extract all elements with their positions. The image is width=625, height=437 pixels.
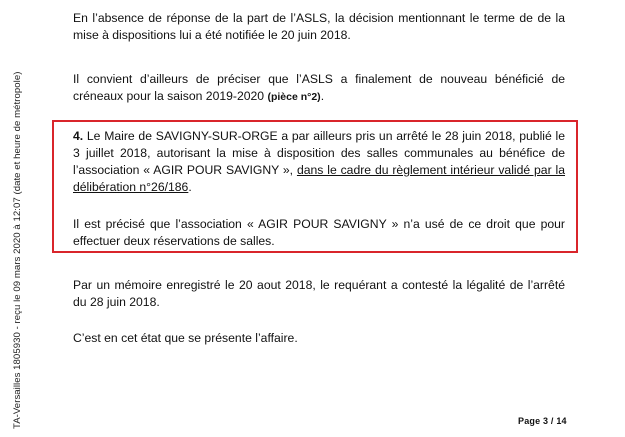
paragraph-end-period: . (320, 89, 325, 103)
paragraph-arrete (73, 128, 565, 196)
exhibit-reference: (pièce n°2) (267, 91, 321, 103)
paragraph-conclusion: C’est en cet état que se présente l’affaire. (73, 331, 298, 345)
paragraph-end-period: . (188, 180, 192, 194)
paragraph-number: 4. (73, 129, 84, 143)
court-receipt-stamp: TA-Versailles 1805930 - reçu le 09 mars 2020 à 12:07 (date et heure de métropole) (12, 71, 23, 429)
page-number: Page 3 / 14 (518, 416, 567, 426)
paragraph-memoire: Par un mémoire enregistré le 20 aout 2018, le requérant a contesté la légalité de l’arrêté du 28 juin 2018. (73, 278, 565, 309)
paragraph-asls-text: Il convient d’ailleurs de préciser que l’ASLS a finalement de nouveau bénéficié de créneaux pour la saison 2019-2020 (73, 72, 565, 103)
paragraph-arrete-text: Le Maire de SAVIGNY-SUR-ORGE a par ailleurs pris un arrêté le 28 juin 2018, publié le 3 juillet 2018, autorisant la mise à disposition des salles communales au bénéfice de l’association « AGIR POUR SAVIGNY », (73, 129, 565, 177)
paragraph-asls-creneaux (73, 71, 565, 106)
paragraph-reservations: Il est précisé que l’association « AGIR POUR SAVIGNY » n’a usé de ce droit que pour effectuer deux réservations de salles. (73, 217, 565, 248)
underlined-reference: dans le cadre du règlement intérieur validé par la délibération n°26/186 (73, 163, 566, 194)
paragraph-notification: En l’absence de réponse de la part de l’ASLS, la décision mentionnant le terme de de la mise à dispositions lui a été notifiée le 20 juin 2018. (73, 11, 565, 42)
